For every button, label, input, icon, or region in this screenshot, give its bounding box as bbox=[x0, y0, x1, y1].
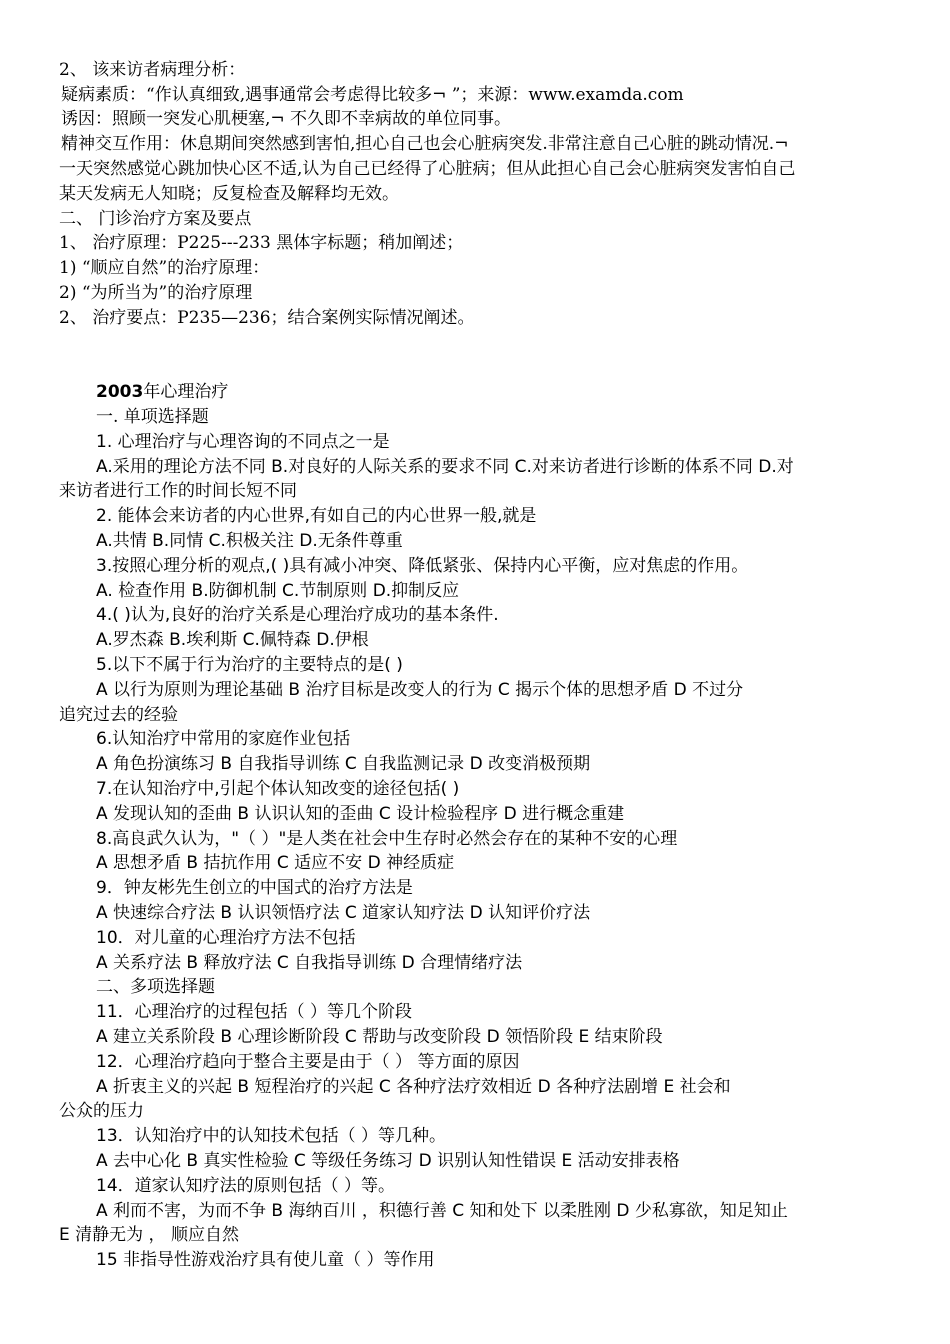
question: 8.高良武久认为，"（ ）"是人类在社会中生存时必然会存在的某种不安的心理 bbox=[96, 829, 678, 849]
question: 15 非指导性游戏治疗具有使儿童（ ）等作用 bbox=[96, 1250, 435, 1270]
options: A 利而不害，为而不争 B 海纳百川 ，积德行善 C 知和处下 以柔胜刚 D 少私寡欲，知足知止 bbox=[96, 1201, 788, 1221]
options: A.采用的理论方法不同 B.对良好的人际关系的要求不同 C.对来访者进行诊断的体系不同 D.对 bbox=[96, 457, 794, 477]
options: A 建立关系阶段 B 心理诊断阶段 C 帮助与改变阶段 D 领悟阶段 E 结束阶段 bbox=[96, 1027, 663, 1047]
text-line: 1、 治疗原理：P225---233 黑体字标题；稍加阐述； bbox=[59, 233, 464, 253]
text-line: 一天突然感觉心跳加快心区不适,认为自己已经得了心脏病；但从此担心自己会心脏病突发害怕自己 bbox=[59, 159, 796, 179]
text-line: 2) “为所当为”的治疗原理 bbox=[59, 283, 253, 303]
options: A 快速综合疗法 B 认识领悟疗法 C 道家认知疗法 D 认知评价疗法 bbox=[96, 903, 591, 923]
section-heading: 二、多项选择题 bbox=[96, 977, 215, 997]
options-continued: 追究过去的经验 bbox=[59, 705, 178, 725]
question: 10．对儿童的心理治疗方法不包括 bbox=[96, 928, 356, 948]
text-line: 某天发病无人知晓；反复检查及解释均无效。 bbox=[59, 184, 399, 204]
options-continued: 来访者进行工作的时间长短不同 bbox=[59, 481, 297, 501]
question: 2. 能体会来访者的内心世界,有如自己的内心世界一般,就是 bbox=[96, 506, 537, 526]
options: A 发现认知的歪曲 B 认识认知的歪曲 C 设计检验程序 D 进行概念重建 bbox=[96, 804, 625, 824]
question: 11．心理治疗的过程包括（ ）等几个阶段 bbox=[96, 1002, 413, 1022]
question: 5.以下不属于行为治疗的主要特点的是( ) bbox=[96, 655, 403, 675]
options: A.罗杰森 B.埃利斯 C.佩特森 D.伊根 bbox=[96, 630, 369, 650]
options-continued: E 清静无为 ， 顺应自然 bbox=[59, 1225, 239, 1245]
question: 1. 心理治疗与心理咨询的不同点之一是 bbox=[96, 432, 390, 452]
exam-title bbox=[96, 380, 936, 405]
options: A 折衷主义的兴起 B 短程治疗的兴起 C 各种疗法疗效相近 D 各种疗法剧增 E 社会和 bbox=[96, 1077, 731, 1097]
question: 12．心理治疗趋向于整合主要是由于（ ） 等方面的原因 bbox=[96, 1052, 520, 1072]
question: 6.认知治疗中常用的家庭作业包括 bbox=[96, 729, 351, 749]
question: 13．认知治疗中的认知技术包括（ ）等几种。 bbox=[96, 1126, 447, 1146]
text-line: 精神交互作用：休息期间突然感到害怕,担心自己也会心脏病突发.非常注意自己心脏的跳动情况.¬ bbox=[61, 134, 789, 154]
options-continued: 公众的压力 bbox=[59, 1101, 144, 1121]
options: A 思想矛盾 B 拮抗作用 C 适应不安 D 神经质症 bbox=[96, 853, 455, 873]
exam-title-text: 年心理治疗 bbox=[143, 382, 229, 402]
options: A 以行为原则为理论基础 B 治疗目标是改变人的行为 C 揭示个体的思想矛盾 D 不过分 bbox=[96, 680, 744, 700]
options: A.共情 B.同情 C.积极关注 D.无条件尊重 bbox=[96, 531, 403, 551]
question: 7.在认知治疗中,引起个体认知改变的途径包括( ) bbox=[96, 779, 460, 799]
text-line: 疑病素质：“作认真细致,遇事通常会考虑得比较多¬ ”；来源：www.examda.com bbox=[61, 85, 684, 105]
options: A 角色扮演练习 B 自我指导训练 C 自我监测记录 D 改变消极预期 bbox=[96, 754, 591, 774]
question: 4.( )认为,良好的治疗关系是心理治疗成功的基本条件. bbox=[96, 605, 499, 625]
text-line: 2、 治疗要点：P235—236；结合案例实际情况阐述。 bbox=[59, 308, 475, 328]
section-heading: 2、 该来访者病理分析： bbox=[59, 60, 246, 80]
text-line: 诱因：照顾一突发心肌梗塞,¬ 不久即不幸病故的单位同事。 bbox=[61, 109, 512, 129]
question: 9．钟友彬先生创立的中国式的治疗方法是 bbox=[96, 878, 413, 898]
question: 3.按照心理分析的观点,( )具有减小冲突、降低紧张、保持内心平衡，应对焦虑的作用。 bbox=[96, 556, 749, 576]
exam-year: 2003 bbox=[96, 382, 144, 402]
options: A 关系疗法 B 释放疗法 C 自我指导训练 D 合理情绪疗法 bbox=[96, 953, 523, 973]
section-heading: 一. 单项选择题 bbox=[96, 407, 209, 427]
options: A 去中心化 B 真实性检验 C 等级任务练习 D 识别认知性错误 E 活动安排表格 bbox=[96, 1151, 680, 1171]
text-line: 1) “顺应自然”的治疗原理： bbox=[59, 258, 270, 278]
question: 14．道家认知疗法的原则包括（ ）等。 bbox=[96, 1176, 396, 1196]
options: A. 检查作用 B.防御机制 C.节制原则 D.抑制反应 bbox=[96, 581, 460, 601]
section-heading: 二、 门诊治疗方案及要点 bbox=[59, 209, 252, 229]
